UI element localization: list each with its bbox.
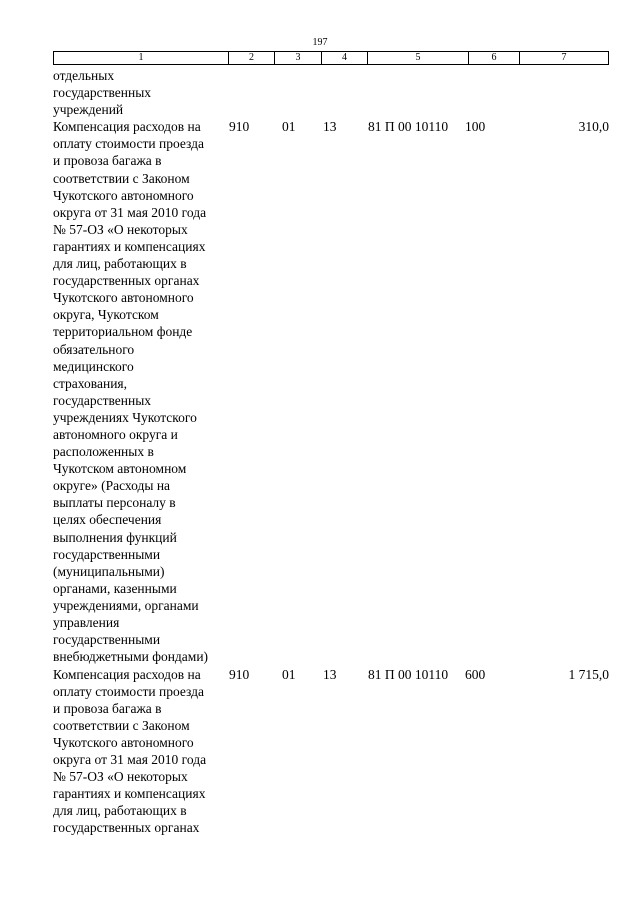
section-code: 01 <box>282 119 296 135</box>
row-name-line: внебюджетными фондами) <box>53 649 209 665</box>
row-name-line: территориальном фонде <box>53 324 193 340</box>
target-article-code: 81 П 00 10110 <box>368 666 449 682</box>
target-article-code: 81 П 00 10110 <box>368 119 449 135</box>
row-name-line: автономного округа и <box>53 426 178 442</box>
row-name-line: соответствии с Законом <box>53 717 190 733</box>
header-col-5: 5 <box>368 52 469 64</box>
expense-type-code: 100 <box>465 119 486 135</box>
header-col-6: 6 <box>469 52 520 64</box>
row-name-line: учреждений <box>53 102 124 118</box>
row-name-line: управления <box>53 615 120 631</box>
row-name-line: государственных органах <box>53 820 200 836</box>
row-name-line: учреждениями, органами <box>53 597 199 613</box>
row-name-line: органами, казенными <box>53 580 177 596</box>
table-row <box>53 67 609 118</box>
row-name-line: Компенсация расходов на <box>53 119 201 135</box>
row-name-line: округе» (Расходы на <box>53 478 171 494</box>
row-name-line: учреждениях Чукотского <box>53 409 197 425</box>
table-row <box>53 118 609 665</box>
row-name-line: государственных органах <box>53 273 200 289</box>
row-name-line: оплату стоимости проезда <box>53 683 205 699</box>
row-name-line: № 57-ОЗ «О некоторых <box>53 221 188 237</box>
section-code: 01 <box>282 666 296 682</box>
row-name-line: выплаты персоналу в <box>53 495 176 511</box>
row-name-line: гарантиях и компенсациях <box>53 786 206 802</box>
subsection-code: 13 <box>323 119 337 135</box>
row-name-line: и провоза багажа в <box>53 700 162 716</box>
row-name-line: (муниципальными) <box>53 563 165 579</box>
subsection-code: 13 <box>323 666 337 682</box>
page-number: 197 <box>312 37 328 48</box>
row-name-line: целях обеспечения <box>53 512 162 528</box>
row-name-line: выполнения функций <box>53 529 177 545</box>
row-name-line: оплату стоимости проезда <box>53 136 205 152</box>
header-col-2: 2 <box>229 52 275 64</box>
row-name-line: расположенных в <box>53 444 154 460</box>
header-col-7: 7 <box>561 52 567 63</box>
row-name-line: страхования, <box>53 375 128 391</box>
row-name-line: и провоза багажа в <box>53 153 162 169</box>
row-name-line: государственных <box>53 85 152 101</box>
table-header <box>53 51 609 65</box>
row-name-line: округа от 31 мая 2010 года <box>53 751 207 767</box>
row-name-line: округа от 31 мая 2010 года <box>53 204 207 220</box>
grbs-code: 910 <box>229 119 250 135</box>
row-name-line: Чукотского автономного <box>53 734 194 750</box>
row-name-line: Чукотском автономном <box>53 461 187 477</box>
row-name-line: гарантиях и компенсациях <box>53 238 206 254</box>
row-name-line: соответствии с Законом <box>53 170 190 186</box>
amount: 310,0 <box>578 119 609 135</box>
grbs-code: 910 <box>229 666 250 682</box>
row-name-line: обязательного <box>53 341 135 357</box>
row-name-line: для лиц, работающих в <box>53 803 187 819</box>
row-name <box>53 67 228 118</box>
row-name-line: № 57-ОЗ «О некоторых <box>53 769 188 785</box>
row-name-line: отдельных <box>53 68 115 83</box>
row-name-line: для лиц, работающих в <box>53 256 187 272</box>
amount: 1 715,0 <box>568 666 609 682</box>
row-name-line: государственных <box>53 392 152 408</box>
row-name-line: Чукотского автономного <box>53 187 194 203</box>
table-row <box>53 666 609 837</box>
row-name-line: округа, Чукотском <box>53 307 159 323</box>
row-name-line: государственными <box>53 546 161 562</box>
row-name-line: медицинского <box>53 358 134 374</box>
header-col-3: 3 <box>275 52 322 64</box>
row-name-line: государственными <box>53 632 161 648</box>
row-name <box>53 666 228 837</box>
header-col-1: 1 <box>54 52 229 64</box>
expense-type-code: 600 <box>465 666 486 682</box>
row-name-line: Чукотского автономного <box>53 290 194 306</box>
row-name-line: Компенсация расходов на <box>53 666 201 682</box>
row-name <box>53 118 228 665</box>
header-col-4: 4 <box>322 52 368 64</box>
